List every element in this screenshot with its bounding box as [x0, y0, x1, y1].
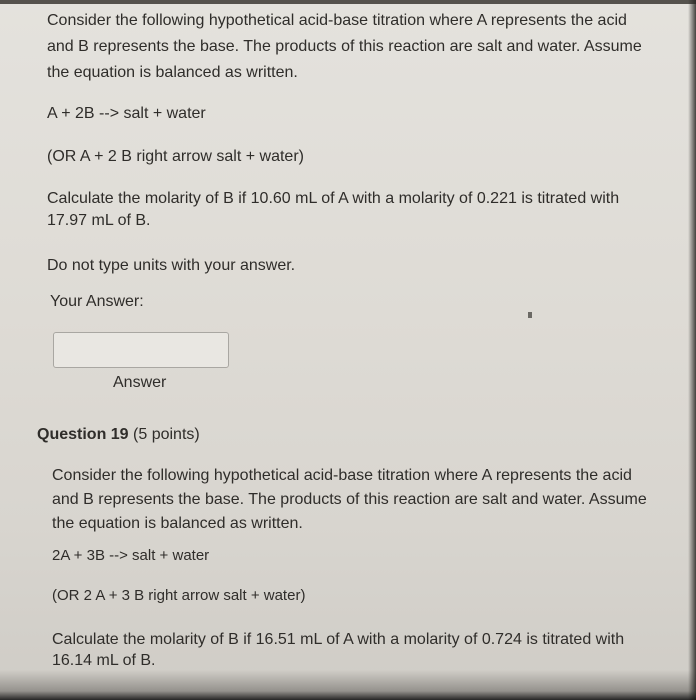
q18-equation: A + 2B --> salt + water	[47, 105, 206, 122]
answer-button[interactable]: Answer	[113, 374, 167, 391]
question-19-title: Question 19	[37, 426, 129, 443]
q18-units-note: Do not type units with your answer.	[47, 257, 296, 274]
your-answer-label: Your Answer:	[50, 293, 144, 310]
top-edge-shadow	[0, 0, 696, 4]
q18-intro-line-1: Consider the following hypothetical acid-base titration where A represents the acid	[47, 12, 627, 29]
question-19-header	[37, 425, 200, 445]
q19-equation: 2A + 3B --> salt + water	[52, 547, 210, 564]
q18-intro-line-2: and B represents the base. The products of this reaction are salt and water. Assume	[47, 38, 642, 55]
q19-calc-line-2: 16.14 mL of B.	[52, 652, 156, 669]
q19-intro-line-1: Consider the following hypothetical acid-base titration where A represents the acid	[52, 467, 632, 484]
cursor-mark	[528, 312, 532, 318]
q18-calc-line-2: 17.97 mL of B.	[47, 212, 151, 229]
bottom-edge-shadow	[0, 670, 696, 700]
q19-calc-line-1: Calculate the molarity of B if 16.51 mL of A with a molarity of 0.724 is titrated with	[52, 631, 625, 648]
q18-intro-line-3: the equation is balanced as written.	[47, 64, 298, 81]
q18-equation-alt: (OR A + 2 B right arrow salt + water)	[47, 148, 304, 165]
right-edge-shadow	[688, 0, 696, 700]
q19-intro-line-3: the equation is balanced as written.	[52, 515, 303, 532]
question-19-points: (5 points)	[133, 426, 200, 443]
q19-intro-line-2: and B represents the base. The products of this reaction are salt and water. Assume	[52, 491, 647, 508]
q19-equation-alt: (OR 2 A + 3 B right arrow salt + water)	[52, 587, 306, 604]
answer-input[interactable]	[53, 332, 229, 368]
q18-calc-line-1: Calculate the molarity of B if 10.60 mL of A with a molarity of 0.221 is titrated with	[47, 190, 620, 207]
